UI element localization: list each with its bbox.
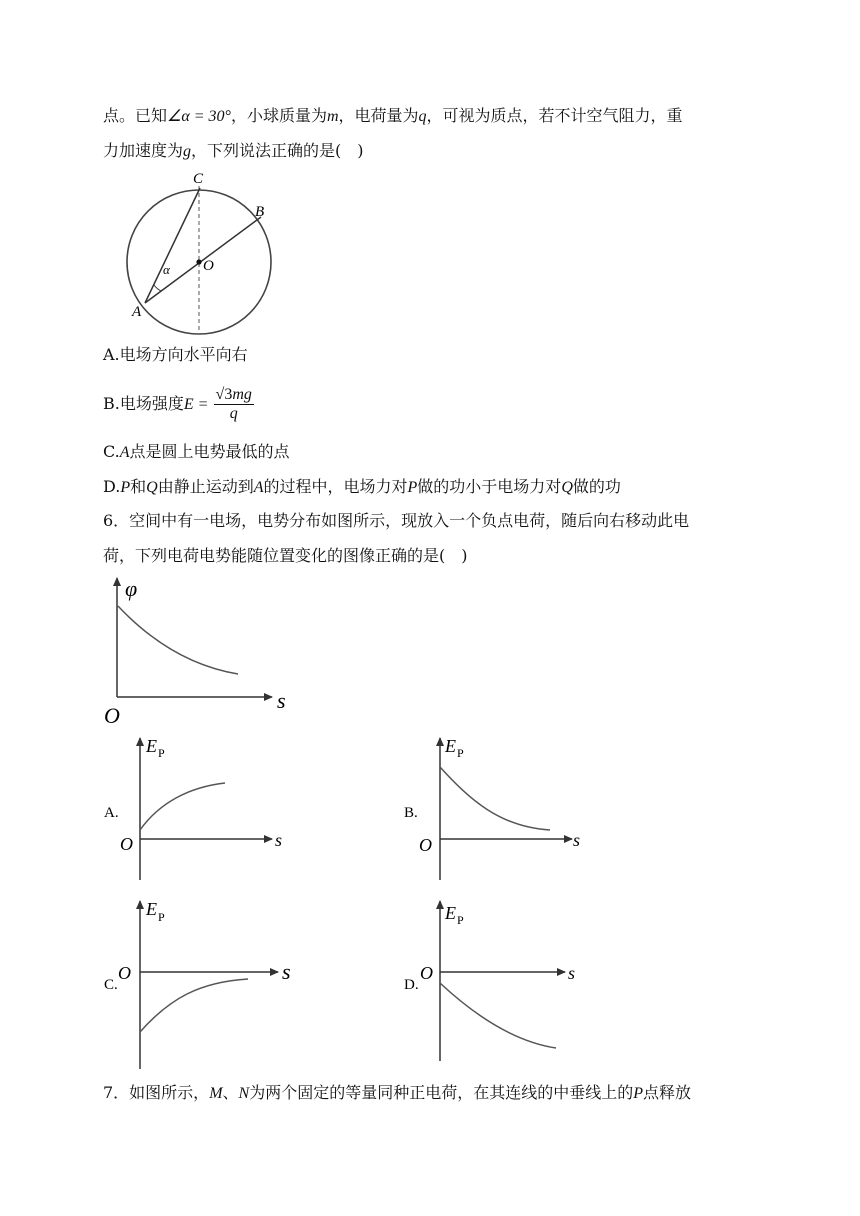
q7-text: 7．如图所示， [103, 1083, 210, 1102]
label-B: B [255, 204, 265, 220]
q5-stem-text: ，电荷量为 [338, 106, 419, 125]
option-A-curve [140, 783, 225, 830]
origin-label: O [419, 835, 432, 855]
charge-symbol: q [418, 108, 427, 125]
origin-label: O [104, 703, 120, 728]
option-A-graph [100, 730, 300, 885]
option-C-letter: C. [104, 977, 118, 993]
q5-option-A: A.电场方向水平向右 [103, 345, 248, 364]
center-dot [196, 259, 201, 264]
y-axis-subscript: P [457, 746, 464, 760]
x-axis-label: s [282, 959, 291, 984]
potential-graph [100, 570, 300, 730]
q5-option-D [103, 477, 621, 498]
option-text: 的过程中，电场力对 [263, 477, 408, 496]
sqrt3: √3 [215, 386, 233, 403]
charge-M: M [209, 1085, 223, 1102]
y-axis-label: E [445, 736, 456, 756]
label-O: O [203, 258, 214, 274]
q5-option-C [103, 442, 290, 463]
q5-stem-text: ，小球质量为 [230, 106, 327, 125]
y-axis-label-phi: φ [125, 576, 138, 601]
y-axis-label: E [146, 736, 157, 756]
point-A: A [119, 444, 130, 461]
x-axis-label-s: s [277, 688, 286, 713]
option-text: 做的功 [572, 477, 621, 496]
point-P: P [407, 479, 418, 496]
point-A: A [253, 479, 264, 496]
mg: mg [232, 386, 252, 403]
angle-arc [154, 285, 161, 291]
option-text: 做的功小于电场力对 [417, 477, 562, 496]
y-axis-subscript: P [457, 913, 464, 927]
option-B-letter: B. [404, 805, 418, 821]
q5-stem-text: ，下列说法正确的是( ) [191, 141, 364, 160]
point-P: P [633, 1085, 643, 1102]
option-D-graph [400, 893, 600, 1068]
point-Q: Q [146, 479, 158, 496]
y-axis-label: E [146, 899, 157, 919]
option-B-prefix: B.电场强度 [103, 394, 184, 413]
gravity-symbol: g [183, 143, 192, 160]
x-axis-label: s [568, 963, 576, 983]
option-B-curve [440, 767, 550, 830]
q7-stem-line1 [103, 1083, 691, 1104]
q5-stem-text: 力加速度为 [103, 141, 184, 160]
label-C: C [193, 171, 204, 187]
option-A-letter: A. [104, 805, 119, 821]
q6-stem-line1: 6．空间中有一电场，电势分布如图所示，现放入一个负点电荷，随后向右移动此电 [103, 511, 690, 530]
x-axis-label: s [275, 830, 283, 850]
q7-text: 点释放 [643, 1083, 692, 1102]
label-A: A [132, 304, 142, 320]
option-D-letter: D. [404, 977, 419, 993]
q6-stem-line2: 荷，下列电荷电势能随位置变化的图像正确的是( ) [103, 546, 468, 565]
charge-N: N [238, 1085, 250, 1102]
point-Q: Q [561, 479, 573, 496]
x-axis-label: s [573, 830, 581, 850]
q7-text: 、 [222, 1083, 239, 1102]
q5-stem-line2 [103, 141, 364, 162]
option-D-curve [440, 983, 556, 1048]
q7-text: 为两个固定的等量同种正电荷，在其连线的中垂线上的 [249, 1083, 634, 1102]
potential-curve [118, 606, 238, 674]
mass-symbol: m [326, 108, 339, 125]
option-text: C. [103, 442, 120, 461]
q5-stem-text: ，可视为质点，若不计空气阻力，重 [426, 106, 683, 125]
option-B-fraction [214, 386, 254, 423]
option-text: 由静止运动到 [157, 477, 254, 496]
origin-label: O [118, 963, 131, 983]
y-axis-label: E [445, 903, 456, 923]
chord-AC [145, 188, 200, 303]
label-alpha: α [163, 262, 170, 277]
circle-figure [120, 170, 280, 330]
point-P: P [120, 479, 131, 496]
y-axis-subscript: P [158, 910, 165, 924]
option-C-graph [100, 893, 300, 1073]
origin-label: O [120, 834, 133, 854]
fraction-numerator [214, 386, 254, 405]
q5-option-B [103, 381, 254, 427]
y-axis-subscript: P [158, 746, 165, 760]
option-text: D. [103, 477, 121, 496]
angle-expression: ∠α = 30° [167, 108, 231, 125]
option-text: 和 [130, 477, 147, 496]
option-B-graph [400, 730, 600, 885]
q5-stem-line1 [103, 106, 683, 127]
fraction-denominator: q [229, 405, 238, 422]
origin-label: O [420, 963, 433, 983]
option-B-lhs: E = [183, 396, 209, 413]
option-text: 点是圆上电势最低的点 [129, 442, 290, 461]
option-C-curve [140, 979, 248, 1032]
q5-stem-text: 点。已知 [103, 106, 168, 125]
